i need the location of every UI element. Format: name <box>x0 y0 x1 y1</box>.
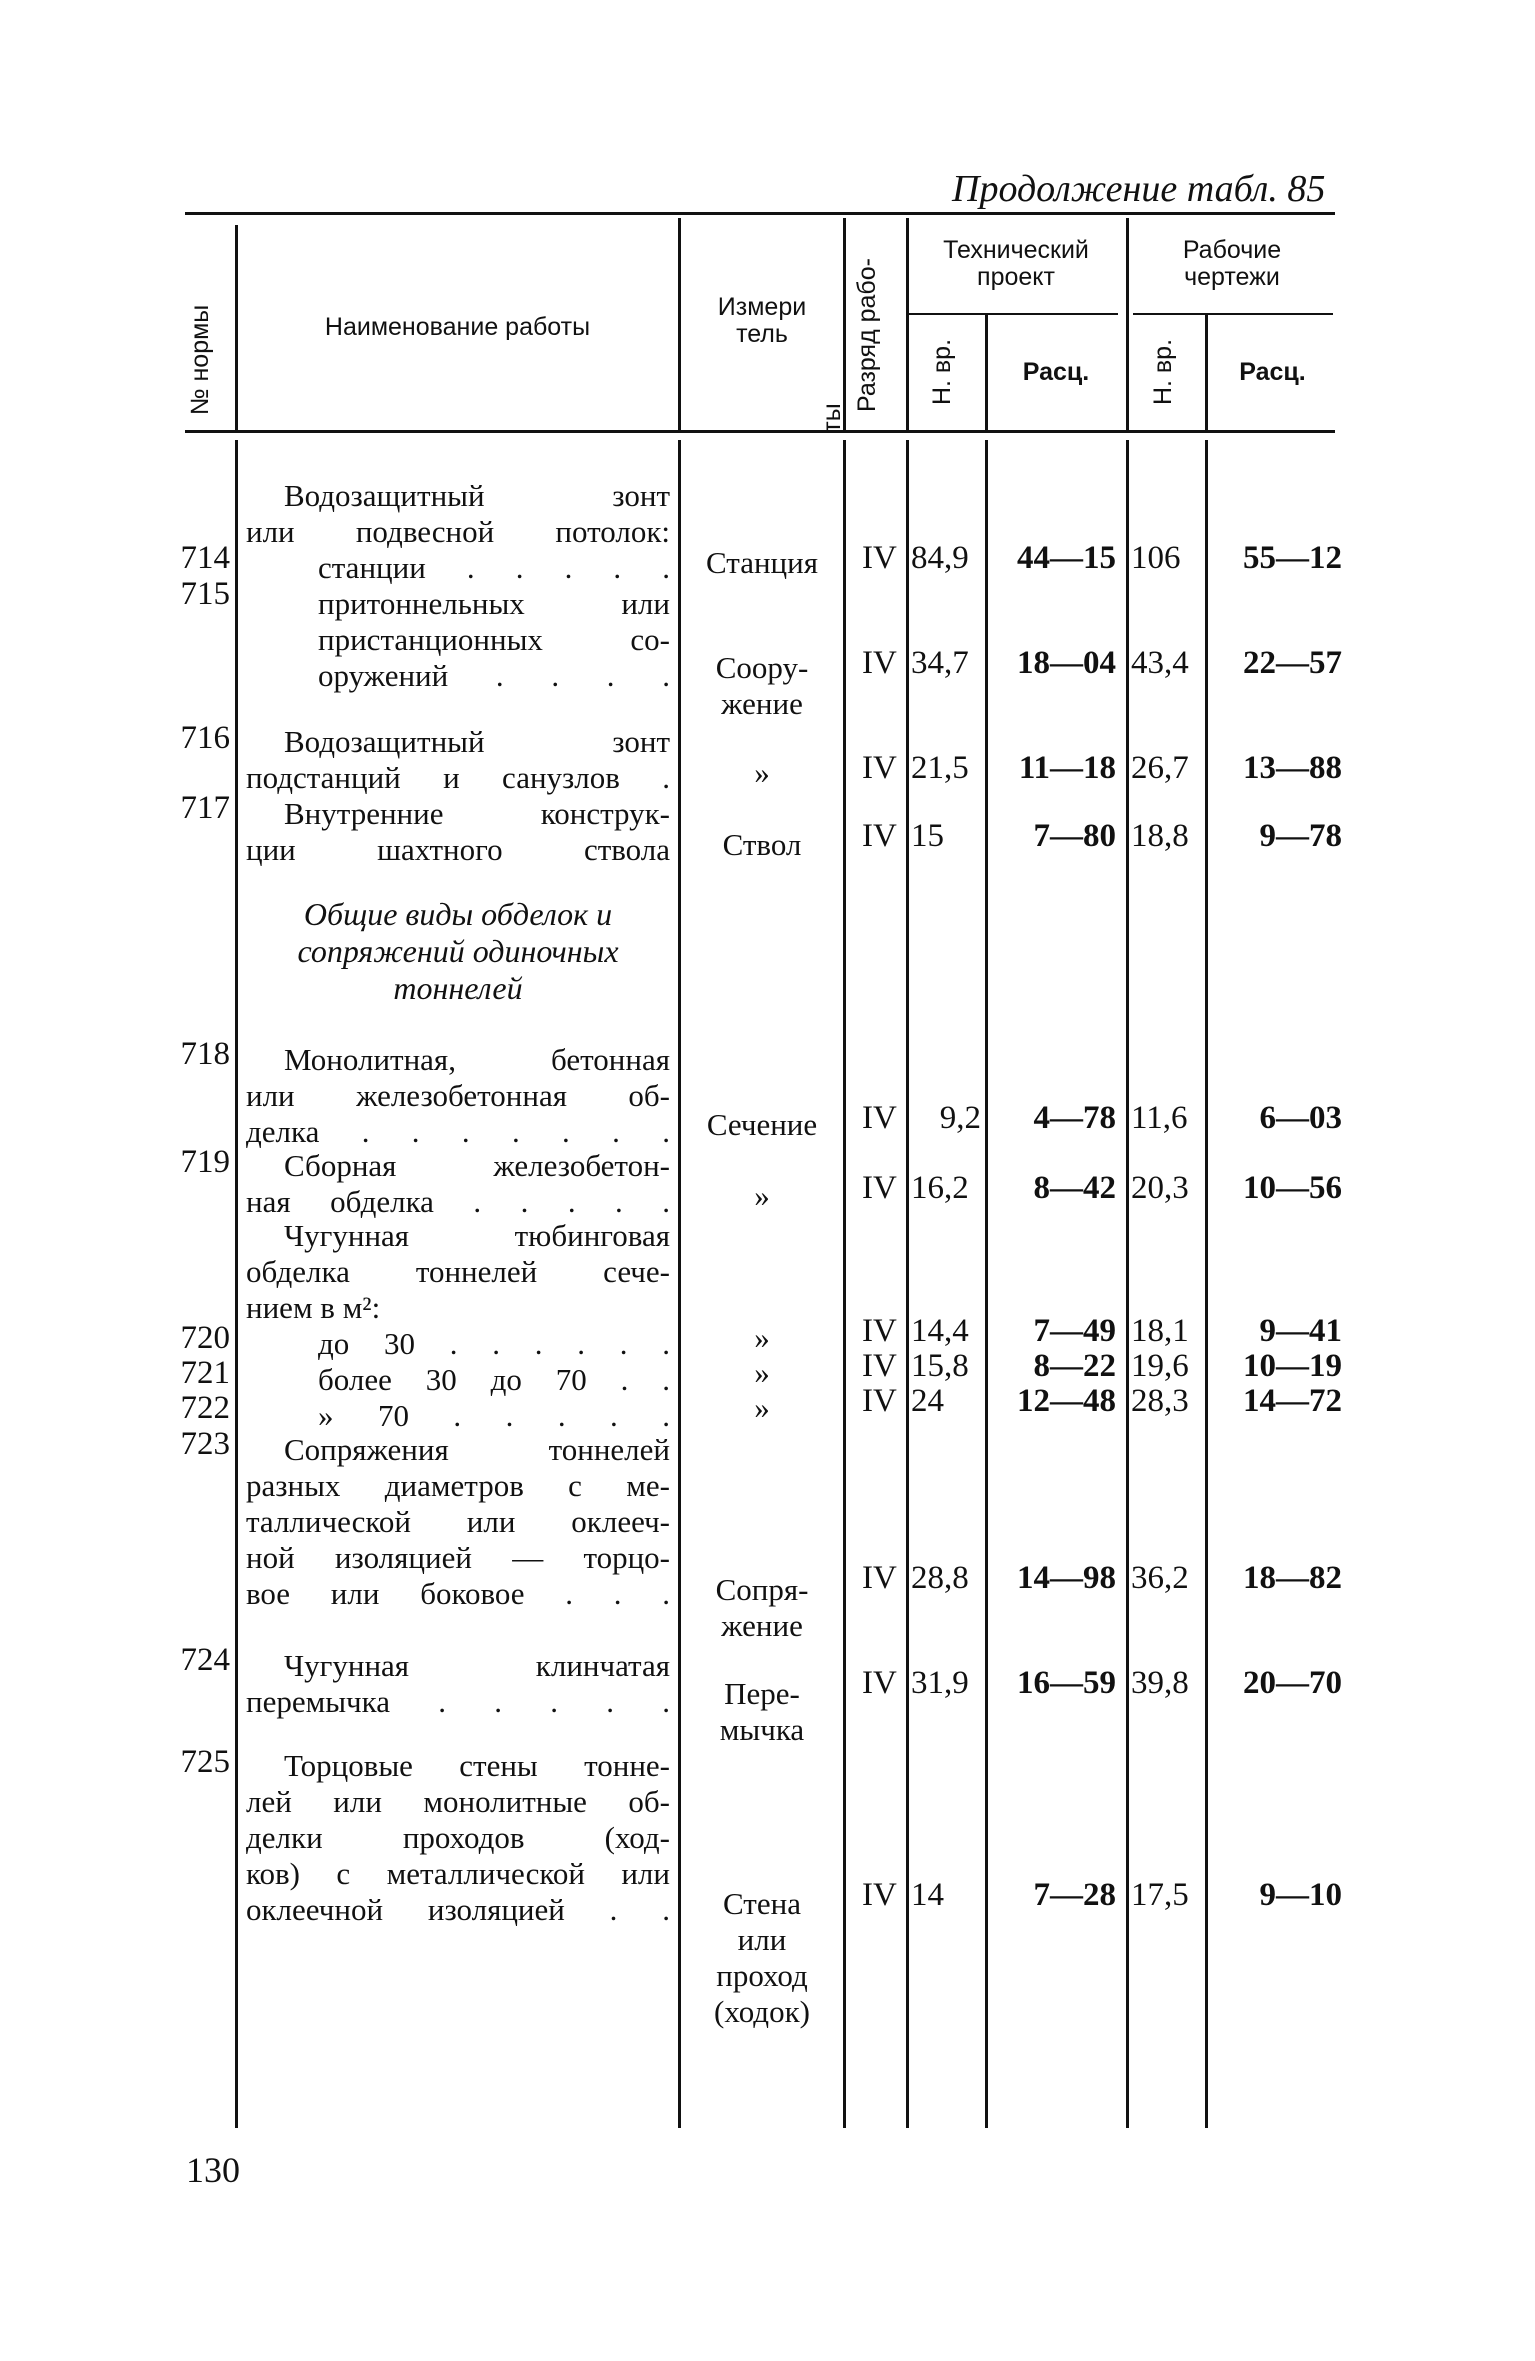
grade: IV <box>862 645 897 681</box>
tp-price: 11—18 <box>1018 750 1116 786</box>
work-group-umbrella: Водозащитный зонт или подвесной потолок: станции . . . . . притоннельных или пристанционных со- оружений . . . . <box>246 478 670 693</box>
wd-time: 17,5 <box>1131 1877 1189 1913</box>
work-717: Внутренние конструк- ции шахтного ствола <box>246 796 670 867</box>
grade: IV <box>862 1560 897 1596</box>
norm-no: 722 <box>180 1390 230 1426</box>
wd-price: 22—57 <box>1243 645 1342 681</box>
norm-no: 718 <box>180 1036 230 1072</box>
col-line-4 <box>906 440 909 2128</box>
col-line-5 <box>985 440 988 2128</box>
tp-time: 21,5 <box>911 750 969 786</box>
unit: » <box>754 1390 770 1425</box>
work-716: Водозащитный зонт подстанций и санузлов . <box>246 724 670 795</box>
grade: IV <box>862 1170 897 1206</box>
tp-price: 12—48 <box>1017 1383 1116 1419</box>
header-working-drawings-1: Рабочие <box>1182 236 1282 264</box>
col-line-1-h <box>235 225 238 430</box>
col-line-7 <box>1205 440 1208 2128</box>
norm-no: 714 <box>180 540 230 576</box>
wd-time: 28,3 <box>1131 1383 1189 1419</box>
tp-price: 4—78 <box>1033 1100 1116 1136</box>
grade: IV <box>862 1383 897 1419</box>
header-tech-project-2: проект <box>977 263 1055 291</box>
wd-price: 18—82 <box>1243 1560 1342 1596</box>
unit: Ствол <box>722 827 802 862</box>
unit: Станция <box>706 545 818 580</box>
wd-time: 36,2 <box>1131 1560 1189 1596</box>
header-working-drawings-2: чертежи <box>1184 263 1280 291</box>
work-group-tubing: Чугунная тюбинговая обделка тоннелей сече- нием в м²: до 30 . . . . . . более 30 до 70 . . » 70 . . . . . <box>246 1218 670 1433</box>
table-top-border <box>185 212 1335 215</box>
tp-price: 7—49 <box>1033 1313 1116 1349</box>
wd-price: 9—10 <box>1259 1877 1342 1913</box>
tp-price: 8—42 <box>1033 1170 1116 1206</box>
wd-price: 6—03 <box>1259 1100 1342 1136</box>
norm-no: 720 <box>180 1320 230 1356</box>
tp-time: 9,2 <box>939 1100 981 1136</box>
work-725: Торцовые стены тонне- лей или монолитные об- делки проходов (ход- ков) с металлической или оклеечной изоляцией . . <box>246 1748 670 1927</box>
unit: » <box>754 1355 770 1390</box>
work-719: Сборная железобетон- ная обделка . . . . . <box>246 1148 670 1219</box>
tp-time: 14,4 <box>911 1313 969 1349</box>
unit: Пере- мычка <box>719 1676 805 1747</box>
tp-time: 16,2 <box>911 1170 969 1206</box>
tp-price: 7—80 <box>1033 818 1116 854</box>
wd-price: 9—78 <box>1259 818 1342 854</box>
section-heading: Общие виды обделок и сопряжений одиночных тоннелей <box>297 896 619 1006</box>
col-line-5-h <box>985 315 988 430</box>
unit: Соору- жение <box>715 650 809 721</box>
table-caption: Продолжение табл. 85 <box>952 168 1326 210</box>
header-unit-2: тель <box>736 320 788 348</box>
tp-time: 34,7 <box>911 645 969 681</box>
wd-time: 106 <box>1131 540 1181 576</box>
tp-price: 16—59 <box>1017 1665 1116 1701</box>
wd-time: 43,4 <box>1131 645 1189 681</box>
col-line-2-h <box>678 218 681 430</box>
header-grade-1: Разряд рабо- <box>853 258 881 412</box>
unit: Сечение <box>706 1107 818 1142</box>
work-723: Сопряжения тоннелей разных диаметров с ме- таллической или оклееч- ной изоляцией — торцо- вое или боковое . . . <box>246 1432 670 1611</box>
work-718: Монолитная, бетонная или железобетонная об- делка . . . . . . . <box>246 1042 670 1149</box>
wd-price: 55—12 <box>1243 540 1342 576</box>
header-wd-time: Н. вр. <box>1149 338 1177 406</box>
header-unit-1: Измери <box>717 293 807 321</box>
wd-time: 19,6 <box>1131 1348 1189 1384</box>
header-wd-price: Расц. <box>1239 358 1306 386</box>
tp-time: 84,9 <box>911 540 969 576</box>
norm-no: 717 <box>180 790 230 826</box>
tp-time: 24 <box>911 1383 944 1419</box>
page-number: 130 <box>186 2150 240 2190</box>
tp-time: 15 <box>911 818 944 854</box>
wd-time: 11,6 <box>1131 1100 1188 1136</box>
header-work-name: Наименование работы <box>324 313 591 341</box>
wd-time: 39,8 <box>1131 1665 1189 1701</box>
wd-time: 18,1 <box>1131 1313 1189 1349</box>
work-724: Чугунная клинчатая перемычка . . . . . <box>246 1648 670 1719</box>
col-line-3 <box>843 440 846 2128</box>
grade: IV <box>862 1348 897 1384</box>
wd-price: 20—70 <box>1243 1665 1342 1701</box>
col-line-4-h <box>906 218 909 430</box>
unit: Стена или проход (ходок) <box>714 1886 810 2029</box>
col-line-6 <box>1126 440 1129 2128</box>
norm-no: 724 <box>180 1642 230 1678</box>
unit: » <box>754 755 770 790</box>
col-line-6-h <box>1126 218 1129 430</box>
tp-price: 44—15 <box>1017 540 1116 576</box>
header-tp-price: Расц. <box>1022 358 1090 386</box>
unit: » <box>754 1178 770 1213</box>
col-line-7-h <box>1205 315 1208 430</box>
grade: IV <box>862 540 897 576</box>
wd-time: 20,3 <box>1131 1170 1189 1206</box>
working-drawings-divider <box>1133 313 1333 315</box>
grade: IV <box>862 1313 897 1349</box>
wd-price: 9—41 <box>1259 1313 1342 1349</box>
wd-time: 26,7 <box>1131 750 1189 786</box>
tp-price: 14—98 <box>1017 1560 1116 1596</box>
tp-price: 7—28 <box>1033 1877 1116 1913</box>
grade: IV <box>862 1100 897 1136</box>
norm-no: 723 <box>180 1426 230 1462</box>
grade: IV <box>862 818 897 854</box>
tp-time: 15,8 <box>911 1348 969 1384</box>
norm-no: 725 <box>180 1744 230 1780</box>
header-grade-2: ты <box>818 403 846 433</box>
header-tech-project-1: Технический <box>943 236 1089 264</box>
grade: IV <box>862 1877 897 1913</box>
header-bottom-border <box>185 430 1335 433</box>
tp-time: 31,9 <box>911 1665 969 1701</box>
wd-price: 10—56 <box>1243 1170 1342 1206</box>
unit: Сопря- жение <box>715 1572 809 1643</box>
grade: IV <box>862 1665 897 1701</box>
tp-price: 18—04 <box>1017 645 1116 681</box>
unit: » <box>754 1320 770 1355</box>
header-norm-no: № нормы <box>186 304 214 416</box>
wd-time: 18,8 <box>1131 818 1189 854</box>
col-line-2 <box>678 440 681 2128</box>
tp-time: 28,8 <box>911 1560 969 1596</box>
tp-time: 14 <box>911 1877 944 1913</box>
norm-no: 719 <box>180 1144 230 1180</box>
norm-no: 721 <box>180 1355 230 1391</box>
grade: IV <box>862 750 897 786</box>
tp-price: 8—22 <box>1033 1348 1116 1384</box>
tech-project-divider <box>908 313 1118 315</box>
header-tp-time: Н. вр. <box>928 338 956 406</box>
wd-price: 10—19 <box>1243 1348 1342 1384</box>
wd-price: 13—88 <box>1243 750 1342 786</box>
norm-no: 716 <box>180 720 230 756</box>
col-line-1 <box>235 440 238 2128</box>
norm-no: 715 <box>180 576 230 612</box>
wd-price: 14—72 <box>1243 1383 1342 1419</box>
